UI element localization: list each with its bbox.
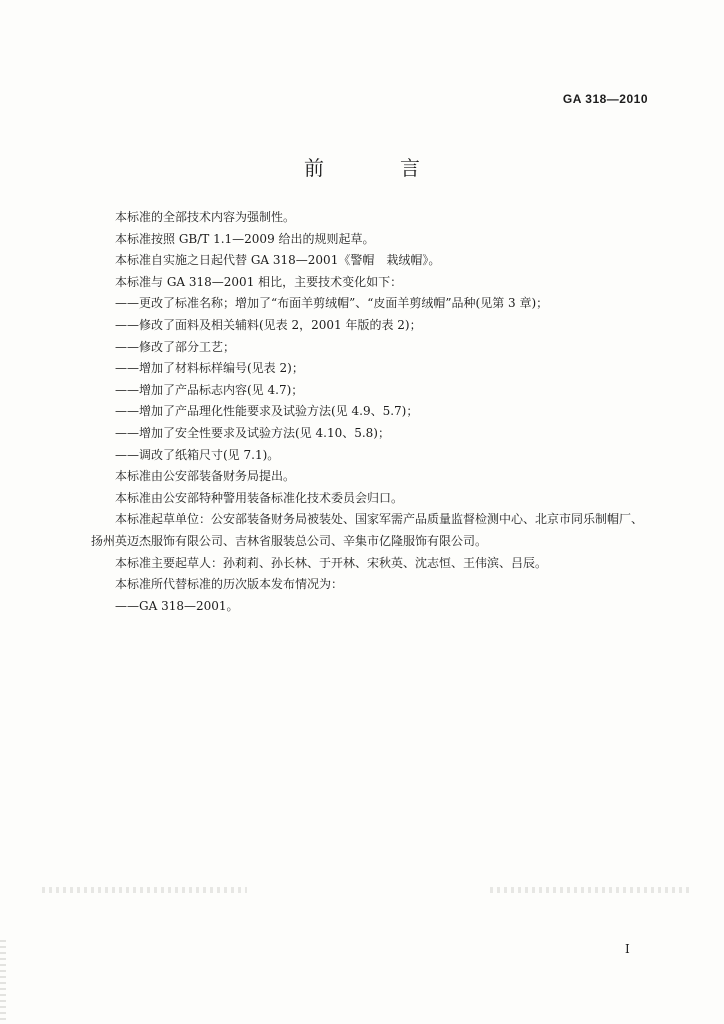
change-item: ——增加了产品标志内容(见 4.7)； [115,382,304,397]
paragraph-mandatory: 本标准的全部技术内容为强制性。 [115,210,296,224]
change-item: ——修改了部分工艺； [115,339,236,354]
document-body [91,207,671,617]
paragraph-proposed-by: 本标准由公安部装备财务局提出。 [115,469,296,484]
paragraph-edition-history: 本标准所代替标准的历次版本发布情况为： [115,577,344,592]
paragraph-under-jurisdiction: 本标准由公安部特种警用装备标准化技术委员会归口。 [115,490,404,505]
change-item: ——增加了材料标样编号(见表 2)； [115,361,304,376]
change-item: ——调改了纸箱尺寸(见 7.1)。 [115,447,280,462]
paragraph-drafting-units-continued: 扬州英迈杰服饰有限公司、吉林省服装总公司、辛集市亿隆服饰有限公司。 [91,533,488,548]
document-code: GA 318—2010 [562,92,648,106]
page-number: I [625,942,630,956]
scan-edge-artifact [0,940,6,1024]
paragraph-replaces: 本标准自实施之日起代替 GA 318—2001《警帽 栽绒帽》。 [115,253,441,268]
edition-item: ——GA 318—2001。 [115,598,239,613]
paragraph-drafting-rules: 本标准按照 GB/T 1.1—2009 给出的规则起草。 [115,231,375,246]
scan-artifact [490,887,690,893]
paragraph-drafters: 本标准主要起草人：孙莉莉、孙长林、于开林、宋秋英、沈志恒、王伟滨、吕辰。 [115,555,548,570]
paragraph-drafting-units: 本标准起草单位：公安部装备财务局被装处、国家军需产品质量监督检测中心、北京市同乐制帽厂、 [115,512,644,527]
change-item: ——修改了面料及相关辅料(见表 2，2001 年版的表 2)； [115,317,422,332]
change-item: ——增加了产品理化性能要求及试验方法(见 4.9、5.7)； [115,404,419,419]
section-title: 前 言 [304,156,448,180]
change-item: ——增加了安全性要求及试验方法(见 4.10、5.8)； [115,425,390,440]
change-item: ——更改了标准名称；增加了“布面羊剪绒帽”、“皮面羊剪绒帽”品种(见第 3 章)； [115,296,549,311]
scan-artifact [42,887,247,893]
paragraph-changes-intro: 本标准与 GA 318—2001 相比，主要技术变化如下： [115,274,403,289]
